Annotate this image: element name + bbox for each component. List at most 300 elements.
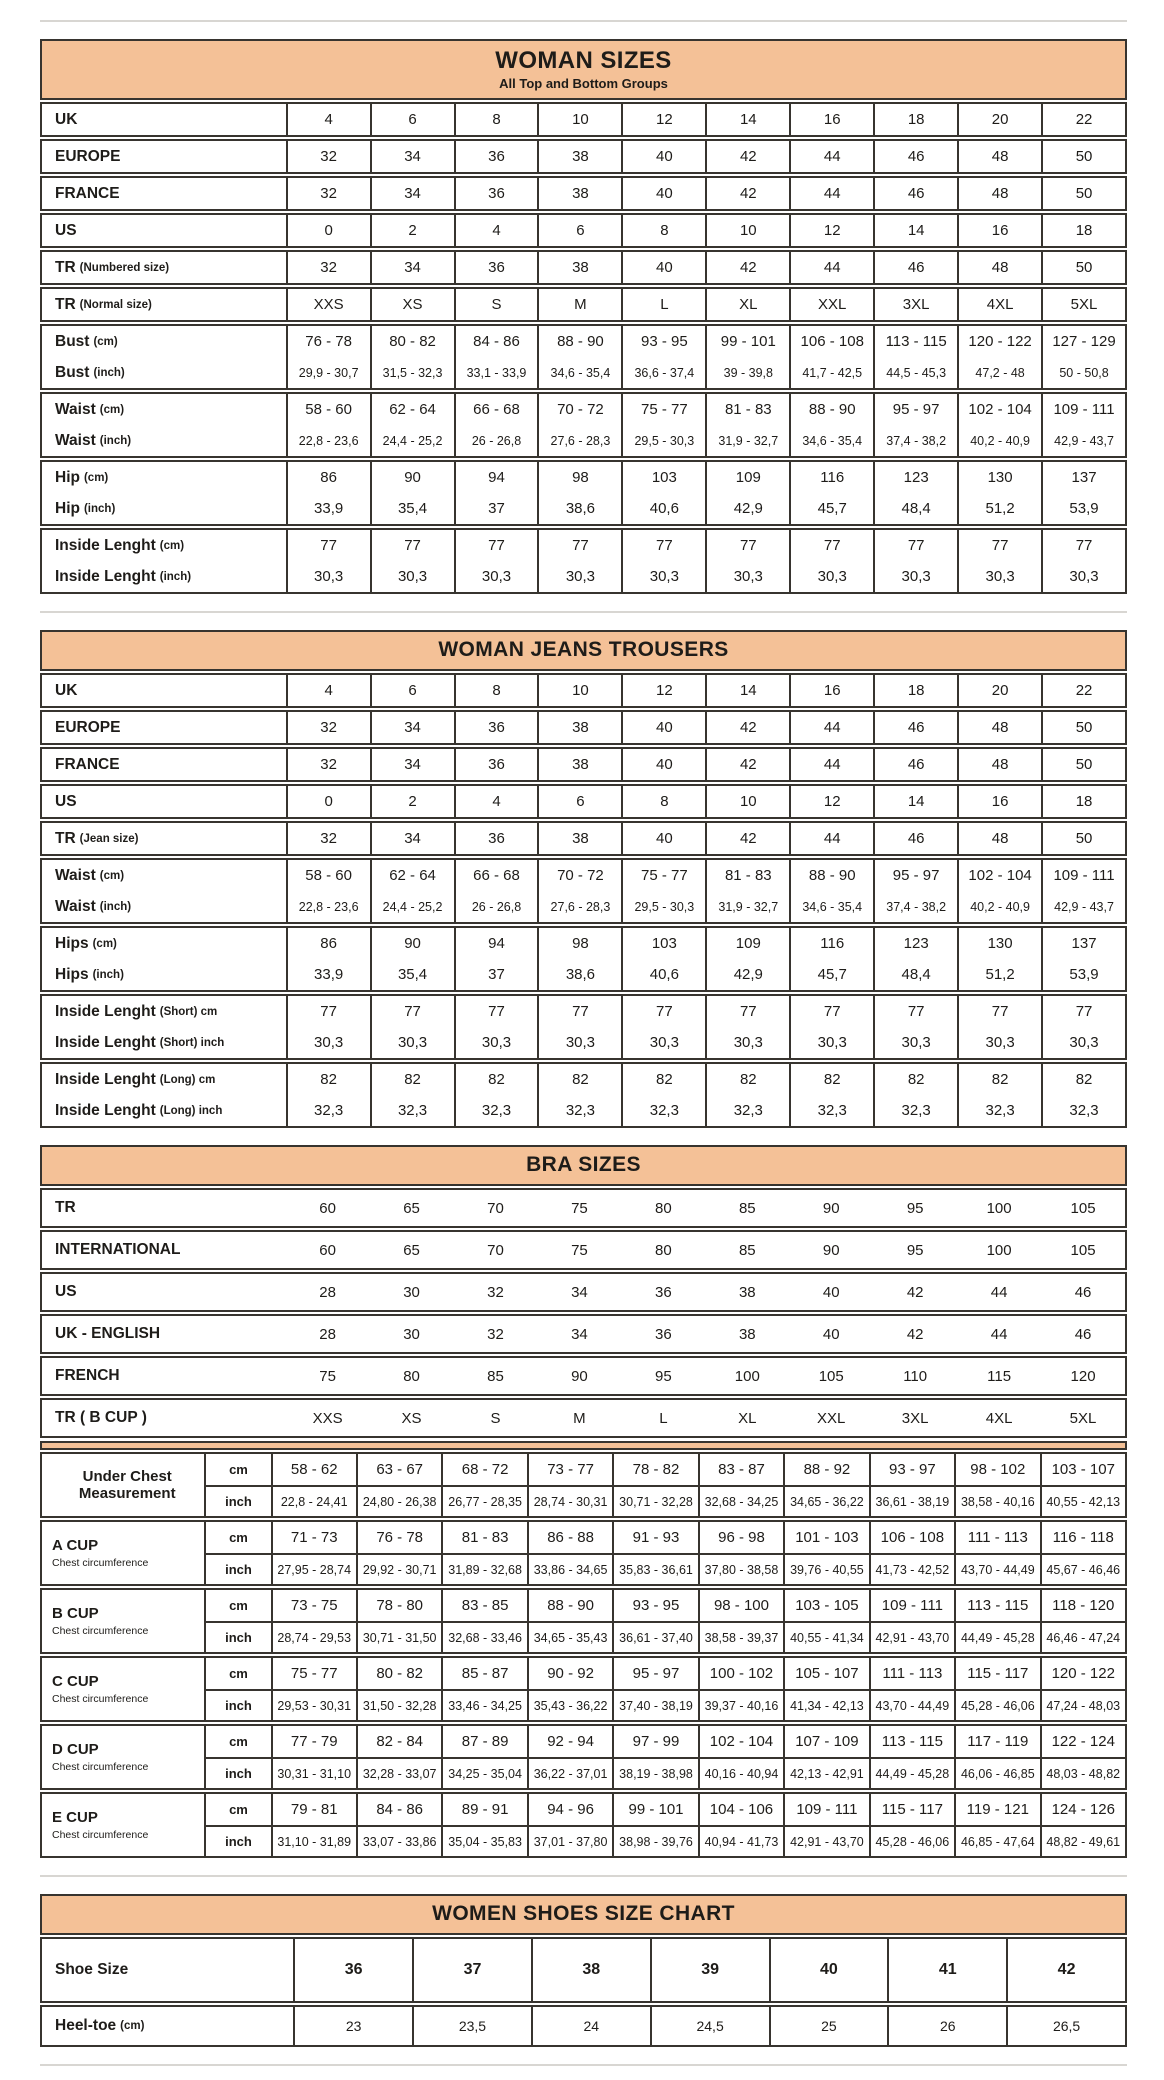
size-value-cell: 0	[286, 215, 370, 246]
size-value-cell: 70	[487, 1199, 504, 1217]
size-value-cell: 14	[705, 675, 789, 706]
size-value-cell: 93 - 95	[612, 1590, 697, 1621]
size-value-cell: 82	[454, 1064, 538, 1095]
table-row	[42, 252, 1125, 283]
size-value-cell: 89 - 91	[441, 1794, 526, 1825]
size-value-cell: 120 - 122	[1040, 1658, 1125, 1689]
size-value-cell: 27,6 - 28,3	[537, 425, 621, 456]
size-value-cell: 42	[705, 712, 789, 743]
size-value-cell: 82	[705, 1064, 789, 1095]
size-value-cell: 88 - 92	[783, 1454, 868, 1485]
size-value-cell: S	[490, 1409, 501, 1427]
size-value-cell: 90	[822, 1199, 840, 1217]
size-value-cell: 63 - 67	[356, 1454, 441, 1485]
size-value-cell: 109 - 111	[869, 1590, 954, 1621]
row-label-text: Heel-toe	[55, 2017, 117, 2034]
size-value-cell: 80	[403, 1367, 420, 1385]
size-value-cell: 6	[370, 675, 454, 706]
size-value-cell: 83 - 85	[441, 1590, 526, 1621]
row-label-text: Waist	[55, 400, 96, 418]
size-value-cell: 30,31 - 31,10	[271, 1757, 356, 1788]
table-row	[42, 786, 1125, 817]
size-value-cell: 137	[1041, 928, 1125, 959]
size-value-cell: 36,61 - 38,19	[869, 1485, 954, 1516]
woman-jeans-header	[40, 630, 1127, 671]
size-value-cell: 36	[454, 252, 538, 283]
size-value-cell: 37,4 - 38,2	[873, 891, 957, 922]
woman-sizes-table	[40, 102, 1127, 594]
size-value-cell: 82	[621, 1064, 705, 1095]
size-value-cell: 40	[769, 1939, 888, 2001]
table-row-group	[40, 994, 1127, 1060]
size-value-cell: 34	[370, 823, 454, 854]
table-row-group	[40, 1188, 1127, 1228]
size-value-cell: 30,3	[789, 1027, 873, 1058]
size-value-cell: 82	[537, 1064, 621, 1095]
size-value-cell: 4	[454, 215, 538, 246]
size-value-cell: 95 - 97	[612, 1658, 697, 1689]
size-value-cell: 46	[873, 712, 957, 743]
size-value-cell: 2	[370, 215, 454, 246]
row-label-small: (inch)	[99, 900, 132, 913]
row-label-small: (inch)	[83, 502, 116, 515]
table-row	[42, 675, 1125, 706]
unit-label: cm	[204, 1726, 270, 1757]
size-value-cell: 40	[621, 749, 705, 780]
size-value-cell: 37,01 - 37,80	[527, 1825, 612, 1856]
size-value-cell: 102 - 104	[698, 1726, 783, 1757]
row-label	[42, 1939, 293, 2001]
size-value-cell: 4	[454, 786, 538, 817]
table-row	[42, 823, 1125, 854]
row-label-text: D CUP	[52, 1741, 99, 1759]
table-subtitle: All Top and Bottom Groups	[499, 76, 668, 91]
size-value-cell: 36,22 - 37,01	[527, 1757, 612, 1788]
size-value-cell: 38	[537, 178, 621, 209]
size-value-cell: 105	[1070, 1241, 1096, 1259]
size-value-cell: 77	[621, 996, 705, 1027]
size-value-cell: 30,3	[957, 1027, 1041, 1058]
size-value-cell: 34,25 - 35,04	[441, 1757, 526, 1788]
size-value-cell: 42	[705, 823, 789, 854]
size-value-cell: 86	[286, 928, 370, 959]
size-value-cell: 47,24 - 48,03	[1040, 1689, 1125, 1720]
size-value-cell: 77	[789, 530, 873, 561]
size-value-cell: 43,70 - 44,49	[954, 1553, 1039, 1584]
size-value-cell: 88 - 90	[789, 860, 873, 891]
size-value-cell: 98	[537, 462, 621, 493]
size-value-cell: 85 - 87	[441, 1658, 526, 1689]
table-row	[42, 749, 1125, 780]
table-row	[42, 996, 1125, 1027]
size-value-cell: 36	[293, 1939, 412, 2001]
row-label	[42, 561, 286, 592]
size-value-cell: 37	[454, 493, 538, 524]
size-value-cell: 24,4 - 25,2	[370, 425, 454, 456]
size-value-cell: 96 - 98	[698, 1522, 783, 1553]
size-value-cell: 22,8 - 23,6	[286, 891, 370, 922]
size-value-cell: 70	[487, 1241, 504, 1259]
size-value-cell: 113 - 115	[869, 1726, 954, 1757]
size-value-cell: 18	[1041, 786, 1125, 817]
row-sublabel-text: Chest circumference	[52, 1556, 149, 1569]
table-row	[42, 141, 1125, 172]
row-label-text: FRANCE	[55, 755, 120, 773]
shoes-header	[40, 1894, 1127, 1935]
size-value-cell: 32	[286, 749, 370, 780]
size-value-cell: 109	[705, 462, 789, 493]
size-value-cell: 40	[822, 1283, 840, 1301]
table-row	[42, 530, 1125, 561]
size-value-cell: 42	[705, 749, 789, 780]
size-value-cell: 85	[738, 1241, 756, 1259]
size-value-cell: 82 - 84	[356, 1726, 441, 1757]
row-label	[42, 891, 286, 922]
section-divider	[40, 611, 1127, 613]
row-sublabel-text: Chest circumference	[52, 1624, 149, 1637]
size-value-cell: 95	[655, 1367, 672, 1385]
table-title: WOMAN SIZES	[495, 47, 672, 74]
size-value-cell: XL	[705, 289, 789, 320]
size-value-cell: 29,92 - 30,71	[356, 1553, 441, 1584]
table-row	[42, 1190, 1125, 1226]
size-value-cell: 42,91 - 43,70	[869, 1621, 954, 1652]
table-row	[42, 425, 1125, 456]
size-value-cell: 34,6 - 35,4	[789, 891, 873, 922]
size-value-cell: 3XL	[873, 289, 957, 320]
size-value-cell: 35,83 - 36,61	[612, 1553, 697, 1584]
size-value-cell: 90	[370, 462, 454, 493]
size-value-cell: 88 - 90	[537, 326, 621, 357]
table-row-group	[40, 1398, 1127, 1438]
size-value-cell: 106 - 108	[789, 326, 873, 357]
size-value-cell: 8	[621, 215, 705, 246]
size-value-cell: 111 - 113	[869, 1658, 954, 1689]
size-value-cell: 36	[454, 712, 538, 743]
size-value-cell: 77	[1041, 996, 1125, 1027]
size-value-cell: 37	[412, 1939, 531, 2001]
table-row-group	[40, 1656, 1127, 1722]
size-value-cell: 103 - 107	[1040, 1454, 1125, 1485]
bra-sizes-table	[40, 1188, 1127, 1438]
size-value-cell: 106 - 108	[869, 1522, 954, 1553]
size-value-cell: 24	[531, 2007, 650, 2045]
size-value-cell: 84 - 86	[454, 326, 538, 357]
size-value-cell: 38,6	[537, 493, 621, 524]
size-value-cell: 82	[1041, 1064, 1125, 1095]
size-value-cell: 82	[286, 1064, 370, 1095]
size-value-cell: 97 - 99	[612, 1726, 697, 1757]
size-value-cell: 62 - 64	[370, 394, 454, 425]
size-value-cell: 26 - 26,8	[454, 425, 538, 456]
row-label	[42, 675, 286, 706]
size-value-cell: 73 - 75	[271, 1590, 356, 1621]
size-value-cell: 38,58 - 39,37	[698, 1621, 783, 1652]
size-value-cell: 46	[1074, 1283, 1092, 1301]
size-value-cell: 87 - 89	[441, 1726, 526, 1757]
size-value-cell: 130	[957, 462, 1041, 493]
size-value-cell: 12	[621, 675, 705, 706]
row-label	[42, 1064, 286, 1095]
size-value-cell: 48,03 - 48,82	[1040, 1757, 1125, 1788]
size-value-cell: 77	[537, 996, 621, 1027]
size-value-cell: 77	[454, 530, 538, 561]
table-row	[42, 493, 1125, 524]
size-value-cell: 82	[789, 1064, 873, 1095]
size-value-cell: 30,3	[705, 561, 789, 592]
size-value-cell: 102 - 104	[957, 394, 1041, 425]
row-label-text: US	[55, 221, 77, 239]
row-label-small: (cm)	[93, 335, 118, 348]
size-value-cell: 22	[1041, 675, 1125, 706]
size-value-cell: 38	[537, 141, 621, 172]
size-value-cell: 38,58 - 40,16	[954, 1485, 1039, 1516]
table-row-group	[40, 673, 1127, 708]
size-value-cell: 95	[906, 1241, 924, 1259]
size-value-cell: 30,3	[789, 561, 873, 592]
row-label	[42, 141, 286, 172]
row-label-text: FRENCH	[55, 1367, 120, 1384]
table-row-group	[40, 1062, 1127, 1128]
size-value-cell: 48	[957, 712, 1041, 743]
size-value-cell: 119 - 121	[954, 1794, 1039, 1825]
size-value-cell: 29,53 - 30,31	[271, 1689, 356, 1720]
size-value-cell: 24,80 - 26,38	[356, 1485, 441, 1516]
size-value-cell: 23,5	[412, 2007, 531, 2045]
size-value-cell: 32,3	[370, 1095, 454, 1126]
size-value-cell: 122 - 124	[1040, 1726, 1125, 1757]
size-value-cell: 30,3	[1041, 561, 1125, 592]
size-value-cell: 42,9 - 43,7	[1041, 891, 1125, 922]
size-value-cell: 37,4 - 38,2	[873, 425, 957, 456]
size-value-cell: 32,3	[454, 1095, 538, 1126]
size-value-cell: 26 - 26,8	[454, 891, 538, 922]
size-value-cell: 90	[571, 1367, 588, 1385]
size-value-cell: 77	[621, 530, 705, 561]
table-row-group	[40, 1937, 1127, 2003]
size-value-cell: 105	[1070, 1199, 1096, 1217]
row-label-small: (Long) cm	[159, 1073, 216, 1086]
size-value-cell: 30	[403, 1325, 420, 1343]
size-value-cell: 34	[370, 252, 454, 283]
size-value-cell: 45,67 - 46,46	[1040, 1553, 1125, 1584]
size-value-cell: 116 - 118	[1040, 1522, 1125, 1553]
size-value-cell: 115 - 117	[869, 1794, 954, 1825]
unit-label: cm	[204, 1794, 270, 1825]
table-row-group	[40, 460, 1127, 526]
size-value-cell: 117 - 119	[954, 1726, 1039, 1757]
row-label	[42, 493, 286, 524]
size-value-cell: 39	[650, 1939, 769, 2001]
size-value-cell: 32,3	[789, 1095, 873, 1126]
size-value-cell: 30,3	[1041, 1027, 1125, 1058]
size-value-cell: 26	[887, 2007, 1006, 2045]
table-row-group	[40, 392, 1127, 458]
size-value-cell: 83 - 87	[698, 1454, 783, 1485]
size-value-cell: 80 - 82	[356, 1658, 441, 1689]
size-value-cell: 33,07 - 33,86	[356, 1825, 441, 1856]
size-value-cell: 98 - 100	[698, 1590, 783, 1621]
table-row-group	[40, 858, 1127, 924]
size-value-cell: 90	[822, 1241, 840, 1259]
size-value-cell: 71 - 73	[271, 1522, 356, 1553]
size-value-cell: 94	[454, 928, 538, 959]
size-value-cell: 88 - 90	[789, 394, 873, 425]
unit-label: cm	[204, 1658, 270, 1689]
size-value-cell: 99 - 101	[612, 1794, 697, 1825]
table-row	[42, 1939, 1125, 2001]
size-value-cell: 75	[319, 1367, 336, 1385]
table-row	[42, 357, 1125, 388]
table-row	[42, 1358, 1125, 1394]
row-label-small: (Short) cm	[159, 1005, 218, 1018]
table-row-group	[40, 1452, 1127, 1518]
size-value-cell: 22	[1041, 104, 1125, 135]
row-label	[42, 462, 286, 493]
size-value-cell: 48,4	[873, 493, 957, 524]
row-label-text: US	[55, 792, 77, 810]
size-value-cell: 23	[293, 2007, 412, 2045]
size-value-cell: 30,3	[286, 1027, 370, 1058]
size-value-cell: 44	[789, 823, 873, 854]
row-label-text: TR	[55, 829, 76, 847]
size-value-cell: 48	[957, 823, 1041, 854]
size-value-cell: 33,9	[286, 493, 370, 524]
size-value-cell: 29,5 - 30,3	[621, 425, 705, 456]
size-value-cell: 30,3	[286, 561, 370, 592]
table-row-group	[40, 1520, 1127, 1586]
table-row	[42, 1400, 1125, 1436]
size-value-cell: 4XL	[985, 1409, 1013, 1427]
size-value-cell: 42	[906, 1283, 924, 1301]
row-label-small: (cm)	[159, 539, 185, 552]
row-label	[42, 425, 286, 456]
table-row-group	[40, 324, 1127, 390]
size-value-cell: 70 - 72	[537, 394, 621, 425]
row-label	[42, 1095, 286, 1126]
size-value-cell: 34,6 - 35,4	[537, 357, 621, 388]
size-value-cell: 34,65 - 35,43	[527, 1621, 612, 1652]
size-value-cell: 41,34 - 42,13	[783, 1689, 868, 1720]
size-value-cell: 36	[655, 1325, 672, 1343]
table-row-group	[40, 139, 1127, 174]
row-label-text: A CUP	[52, 1537, 99, 1555]
size-value-cell: 37,40 - 38,19	[612, 1689, 697, 1720]
row-label-text: E CUP	[52, 1809, 98, 1827]
size-value-cell: 30,3	[873, 561, 957, 592]
size-value-cell: 32	[286, 712, 370, 743]
row-label	[42, 749, 286, 780]
size-value-cell: 40,16 - 40,94	[698, 1757, 783, 1788]
size-value-cell: 113 - 115	[873, 326, 957, 357]
size-value-cell: 130	[957, 928, 1041, 959]
row-label-text: TR ( B CUP )	[55, 1409, 147, 1426]
size-value-cell: 127 - 129	[1041, 326, 1125, 357]
row-label-text: Waist	[55, 431, 96, 449]
size-value-cell: 32	[286, 823, 370, 854]
size-value-cell: 44	[789, 252, 873, 283]
size-value-cell: 32	[286, 252, 370, 283]
size-value-cell: 116	[789, 462, 873, 493]
size-value-cell: 73 - 77	[527, 1454, 612, 1485]
size-value-cell: 32,3	[621, 1095, 705, 1126]
table-row	[42, 178, 1125, 209]
size-value-cell: 94	[454, 462, 538, 493]
size-value-cell: 124 - 126	[1040, 1794, 1125, 1825]
size-value-cell: 31,50 - 32,28	[356, 1689, 441, 1720]
size-value-cell: 34,6 - 35,4	[789, 425, 873, 456]
size-value-cell: 31,10 - 31,89	[271, 1825, 356, 1856]
size-value-cell: 51,2	[957, 959, 1041, 990]
unit-label: inch	[204, 1689, 270, 1720]
size-value-cell: 35,4	[370, 959, 454, 990]
size-value-cell: 36	[454, 141, 538, 172]
table-row-group	[40, 1792, 1127, 1858]
size-value-cell: 123	[873, 462, 957, 493]
size-value-cell: 77	[370, 996, 454, 1027]
table-row	[42, 928, 1125, 959]
size-value-cell: 38	[537, 712, 621, 743]
row-label-small: (cm)	[99, 869, 125, 882]
size-value-cell: 82	[873, 1064, 957, 1095]
size-value-cell: 40,6	[621, 493, 705, 524]
size-value-cell: 95 - 97	[873, 860, 957, 891]
row-label-text: US	[55, 1283, 77, 1300]
row-label	[42, 1027, 286, 1058]
row-label	[42, 712, 286, 743]
size-value-cell: 48	[957, 749, 1041, 780]
size-value-cell: 32	[286, 141, 370, 172]
size-value-cell: 37,80 - 38,58	[698, 1553, 783, 1584]
size-value-cell: 90 - 92	[527, 1658, 612, 1689]
table-row-group	[40, 784, 1127, 819]
bra-sizes-header	[40, 1145, 1127, 1186]
size-value-cell: 46	[873, 178, 957, 209]
row-label	[42, 394, 286, 425]
size-value-cell: 44,49 - 45,28	[954, 1621, 1039, 1652]
size-value-cell: 51,2	[957, 493, 1041, 524]
row-label-text: Inside Lenght	[55, 1033, 156, 1051]
table-row	[42, 394, 1125, 425]
size-value-cell: 100	[986, 1241, 1012, 1259]
size-value-cell: 16	[957, 786, 1041, 817]
bra-separator-band	[40, 1441, 1127, 1450]
size-value-cell: 45,28 - 46,06	[869, 1825, 954, 1856]
size-value-cell: 32,68 - 34,25	[698, 1485, 783, 1516]
size-value-cell: 10	[537, 104, 621, 135]
size-value-cell: 38,6	[537, 959, 621, 990]
size-value-cell: 32,3	[705, 1095, 789, 1126]
row-label	[42, 1726, 204, 1788]
size-value-cell: 2	[370, 786, 454, 817]
woman-sizes-section	[40, 39, 1127, 594]
size-value-cell: 27,95 - 28,74	[271, 1553, 356, 1584]
size-value-cell: 42	[705, 252, 789, 283]
size-value-cell: 40,55 - 41,34	[783, 1621, 868, 1652]
size-value-cell: 103	[621, 462, 705, 493]
row-label	[42, 104, 286, 135]
size-value-cell: 18	[873, 675, 957, 706]
size-value-cell: XXL	[817, 1409, 846, 1427]
row-label-small: (inch)	[92, 968, 124, 981]
size-value-cell: 88 - 90	[527, 1590, 612, 1621]
size-value-cell: 48,4	[873, 959, 957, 990]
size-value-cell: 32,3	[873, 1095, 957, 1126]
size-value-cell: 40	[621, 141, 705, 172]
size-value-cell: 115	[987, 1367, 1012, 1385]
size-value-cell: 75 - 77	[271, 1658, 356, 1689]
row-label-small: (cm)	[83, 471, 109, 484]
